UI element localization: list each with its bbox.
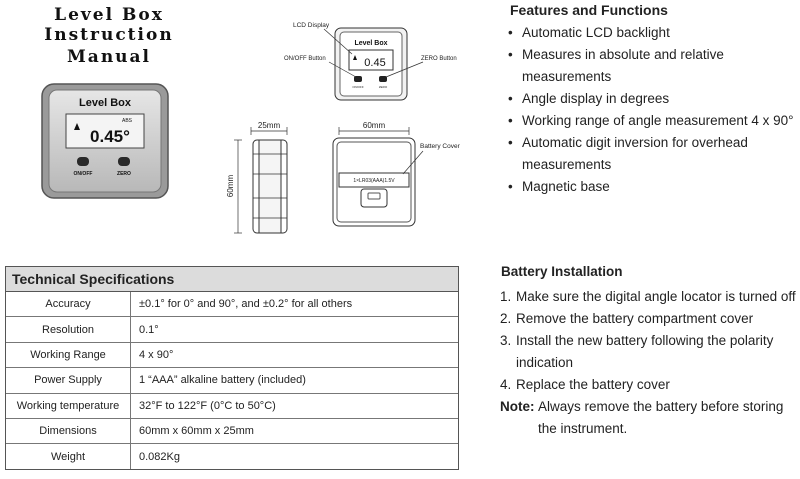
battery-step [500,330,798,374]
zero-button-shape [118,157,130,166]
features-list [508,22,798,198]
note-text: Always remove the battery before storing the instrument. [538,399,784,436]
on-off-button-shape [77,157,89,166]
step-text: Make sure the digital angle locator is turned off [516,289,796,304]
tech-specs-table [5,266,459,470]
diagram-reading: 0.45 [364,57,386,69]
features-title: Features and Functions [510,2,668,18]
feature-item: • Working range of angle measurement 4 x 90° [508,110,798,132]
battery-step [500,286,798,308]
table-row [6,368,458,393]
spec-value: 0.082Kg [131,444,459,469]
spec-value: 32°F to 122°F (0°C to 50°C) [131,393,459,418]
battery-cover-label: Battery Cover [420,143,460,150]
spec-value: 4 x 90° [131,342,459,367]
note-label: Note: [500,399,535,414]
feature-item: • Magnetic base [508,176,798,198]
device-abs-label: ABS [121,118,133,124]
table-row [6,292,458,317]
device-brand: Level Box [79,97,131,109]
table-row [6,393,458,418]
zero-label: ZERO [117,171,131,177]
back-view-diagram [325,118,475,238]
feature-item: • Automatic LCD backlight [508,22,798,44]
battery-note [500,396,798,440]
device-reading: 0.45° [90,127,130,146]
spec-label: Working temperature [6,393,131,418]
battery-cover-text: 1×LR03(AAA)1.5V [353,178,395,184]
labeled-front-diagram [280,18,470,113]
spec-value: ±0.1° for 0° and 90°, and ±0.2° for all others [139,298,353,311]
side-view-diagram [225,118,300,238]
tech-specs-title: Technical Specifications [6,267,458,292]
spec-label: Dimensions [6,418,131,443]
table-row [6,444,458,469]
manual-title-line2: Instruction Manual [44,25,174,67]
step-number: 1. [500,289,512,304]
table-row [6,317,458,342]
spec-label: Resolution [6,317,131,342]
dim-60mm-width: 60mm [362,121,386,130]
step-number: 3. [500,333,512,348]
feature-item: • Measures in absolute and relative measurements [508,44,798,88]
svg-text:ZERO: ZERO [378,85,388,89]
manual-title-line1: Level Box [54,5,164,25]
feature-item: • Automatic digit inversion for overhead measurements [508,132,798,176]
spec-label: Accuracy [6,292,131,317]
step-number: 4. [500,377,512,392]
spec-label: Weight [6,444,131,469]
battery-step [500,374,798,396]
spec-label: Power Supply [6,368,131,393]
battery-title: Battery Installation [501,264,623,279]
device-front-illustration [40,82,170,200]
svg-text:Level Box: Level Box [354,40,388,47]
battery-steps [500,286,798,440]
dim-25mm: 25mm [257,121,281,130]
table-row [6,342,458,367]
spec-value: 1 “AAA” alkaline battery (included) [131,368,459,393]
feature-item: • Angle display in degrees [508,88,798,110]
step-text: Remove the battery compartment cover [516,311,754,326]
spec-label: Working Range [6,342,131,367]
spec-value: 0.1° [131,317,459,342]
table-row [6,418,458,443]
dim-60mm-height: 60mm [226,174,235,198]
on-off-label: ON/OFF [73,171,93,177]
lcd-display-label: LCD Display [293,22,330,29]
step-number: 2. [500,311,512,326]
battery-step [500,308,798,330]
step-text: Install the new battery following the polarity indication [516,333,774,370]
on-off-button-label: ON/OFF Button [284,56,326,62]
svg-text:ON/OFF: ON/OFF [352,85,364,89]
step-text: Replace the battery cover [516,377,670,392]
spec-value: 60mm x 60mm x 25mm [131,418,459,443]
zero-button-label: ZERO Button [421,56,457,62]
